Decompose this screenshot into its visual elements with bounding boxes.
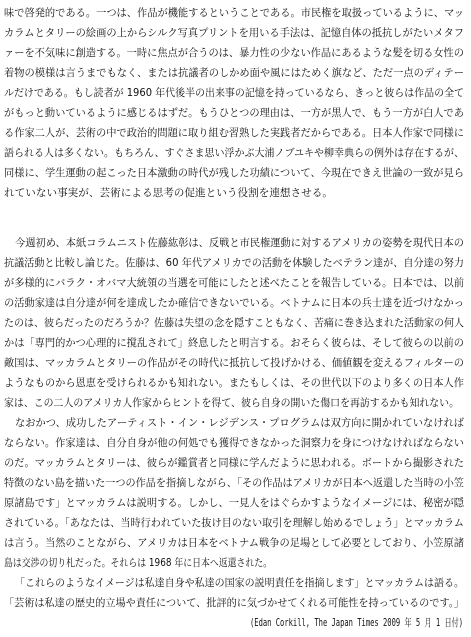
text-line: 「芸術は私達の歴史的立場や責任について、批評的に気づかせてくれる可能性を持っているのです。」	[4, 597, 464, 609]
text-line: カラムとタリーの絵画の上からシルク写真プリントを用いる手法は、記憶自体の抵抗しがたいメタフ	[4, 27, 464, 39]
text-line: されている。「あなたは、当時行われていた抜け目のない取引を理解し始めるでしょう」とマッカラム	[4, 517, 464, 529]
text-line: かは「専門的かつ心理的に撹乱されて」終息したと明言する。おそらく彼らは、そして彼らの以前の	[4, 337, 464, 349]
text-line: なおかつ、成功したアーティスト・イン・レジデンス・プログラムは双方向に開かれていなければ	[15, 417, 464, 429]
text-line: 「これらのようなイメージは私達自身や私達の国家の説明責任を指摘します」とマッカラムは語る。	[15, 577, 464, 589]
text-line: 敵国は、マッカラムとタリーの作品がその時代に抵抗して投げかける、価値観を変えるフィルターの	[4, 357, 464, 369]
text-line: 今週初め、本紙コラムニスト佐藤紘彰は、反戦と市民権運動に対するアメリカの姿勢を現代日本の	[15, 237, 464, 249]
text-line: がもっと動いているように感じるはずだ。もうひとつの理由は、一方が黒人で、もう一方が白人であ	[4, 107, 464, 119]
text-line: 特徴のない島を描いた一つの作品を指摘しながら、「その作品はアメリカが日本へ返還した当時の小笠	[4, 477, 464, 489]
text-line: の活動家達は自分達が何を達成したか確信できないでいる。ベトナムに日本の兵士達を近づけなかっ	[4, 297, 464, 309]
text-line: れていない事実が、芸術による思考の促進という役割を連想させる。	[4, 187, 333, 199]
text-line: ようなものから恩恵を受けられるかも知れない。またもしくは、その世代以下のより多くの日本人作	[4, 377, 464, 389]
text-line: が多様的にバラク・オバマ大統領の当選を可能にしたと述べたことを報告している。日本では、以前	[4, 277, 464, 289]
text-line: 抗議活動と比較し論じた。佐藤は、60 年代アメリカでの活動を体験したベテラン達が、自分達の努力	[4, 257, 464, 269]
text-line: る作家二人が、芸術の中で政治的問題に取り組む習熟した実践者だからである。日本人作家で同様に	[4, 127, 464, 139]
text-line: 同様に、学生運動の起こった日本激動の時代が残した功績について、今現在できえ世論の一致が見ら	[4, 167, 464, 179]
text-line: 原諸島です」とマッカラムは説明する。しかし、一見人をはぐらかすようなイメージには、秘密が隠	[4, 497, 464, 509]
source-credit: (Edan Corkill, The Japan Times 2009 年 5 月 1 日付)	[250, 617, 463, 629]
text-line: ルだけである。もし読者が 1960 年代後半の出来事の記憶を持っているなら、きっと彼らは作品の全て	[4, 87, 464, 99]
text-line: のだ。マッカラムとタリーは、彼らが鑑賞者と同様に学んだように思われる。ボートから撮影された	[4, 457, 464, 469]
text-line: は言う。当然のことながら、アメリカは日本をベトナム戦争の足場として必要としており、小笠原諸	[4, 537, 464, 549]
text-line: 着物の模様は言うまでもなく、または抗議者のしかめ面や風にはためく旗など、ただ一点のディテー	[4, 67, 464, 79]
text-line: ならない。作家達は、自分自身が他の何処でも獲得できなかった洞察力を身につけなければならない	[4, 437, 464, 449]
text-line: ァーを不気味に創造する。一時に焦点が合うのは、暴力性の少ない作品にあるような髪を切る女性の	[4, 47, 464, 59]
text-line: 語られる人は多くない。もちろん、すぐさま思い浮かぶ大浦ノブユキや柳幸典らの例外は存在するが、	[4, 147, 464, 159]
text-line: 味で啓発的である。一つは、作品が機能するということである。市民権を取扱っているように、マッ	[4, 7, 464, 19]
text-line: 家は、この二人のアメリカ人作家からヒントを得て、彼ら自身の開いた傷口を再訪するかも知れない。	[4, 397, 459, 409]
text-line: 島は交渉の切り札だった。それらは 1968 年に日本へ返還された。	[4, 557, 272, 569]
text-line: たのは、彼らだったのだろうか？佐藤は失望の念を隠すこともなく、苦痛に巻き込まれた活動家の何人	[4, 317, 464, 329]
